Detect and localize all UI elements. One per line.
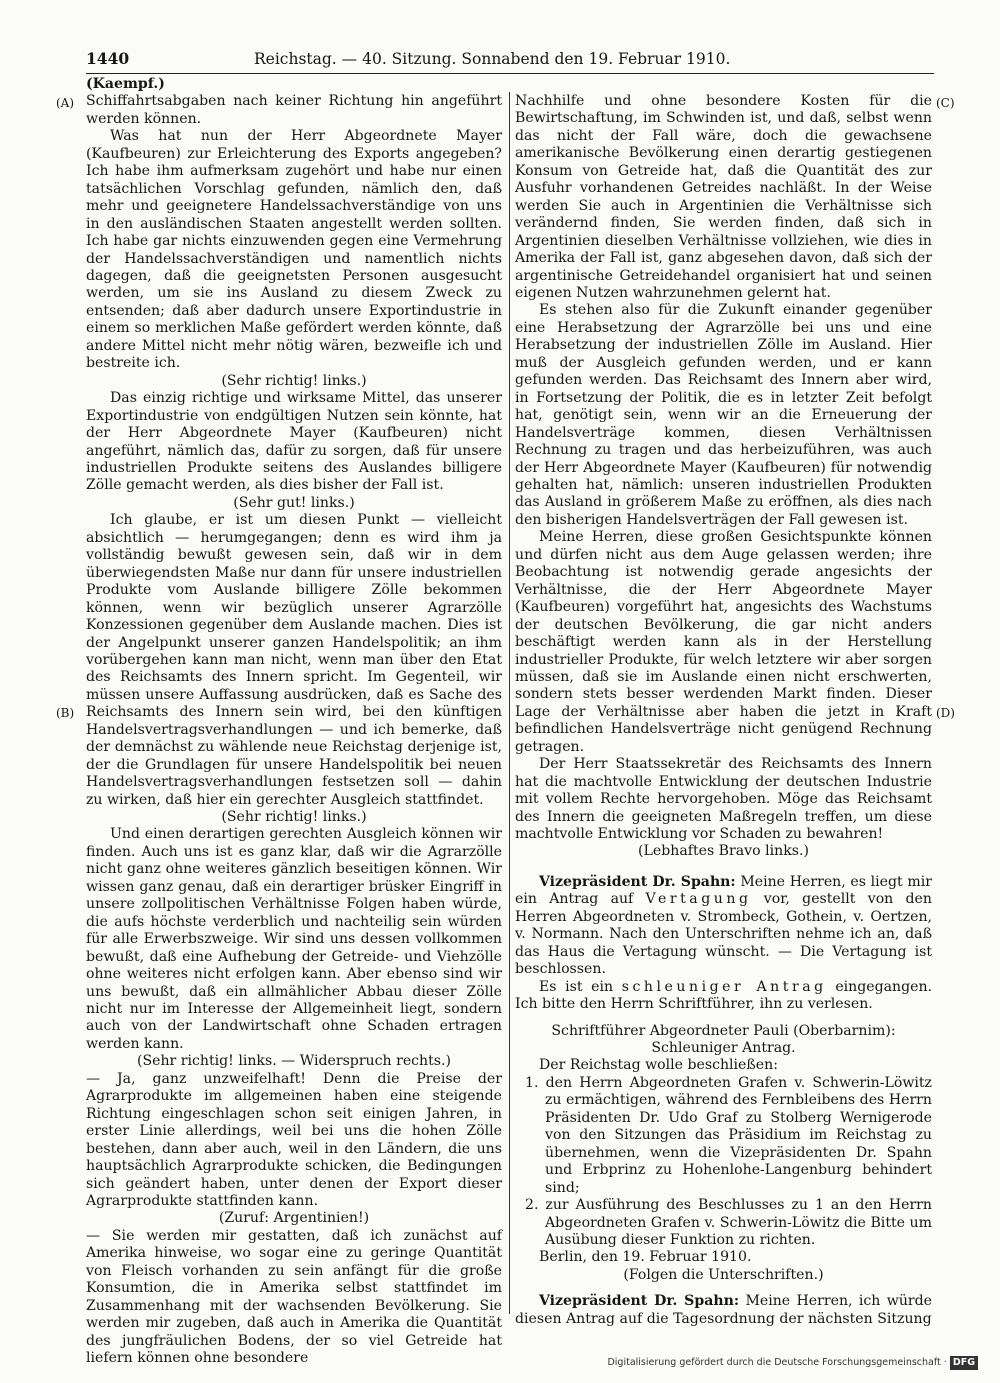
right-column [515,93,932,1328]
paragraph: Nachhilfe und ohne besondere Kosten für die Bewirtschaftung, im Schwinden ist, und daß, selbst wenn das nicht der Fall wäre, doch die gewachsene amerikanische Bevölkerung einen derartig gestiegenen Konsum von Getreide hat, daß die Quantität des zur Ausfuhr vorhandenen Getreides nachläßt. In der Weise werden Sie auch in Argentinien die Verhältnisse sich verändernd finden, Sie werden finden, daß sich in Argentinien dieselben Verhältnisse vollziehen, wie dies in Amerika der Fall ist, ganz abgesehen davon, daß sich der argentinische Getreidehandel organisiert hat und seinen eigenen Nutzen wahrzunehmen gelernt hat. [515,93,932,301]
speaker-name: Vizepräsident Dr. Spahn: [539,1293,740,1310]
header-rule [86,73,934,74]
paragraph: Und einen derartigen gerechten Ausgleich können wir finden. Auch uns ist es ganz klar, daß wir die Agrarzölle nicht ganz ohne weiteres gänzlich beseitigen können. Wir wissen ganz genau, daß ein derartiger brüsker Eingriff in unsere zollpolitischen Verhältnisse Folgen haben würde, die aufs höchste verderblich und nachteilig sein würden für alle Erwerbszweige. Wir sind uns dessen vollkommen bewußt, daß eine Aufhebung der Getreide- und Viehzölle ohne weiteres nicht erfolgen kann. Aber ebenso sind wir uns bewußt, daß ein allmählicher Abbau dieser Zölle nicht nur im Interesse der Allgemeinheit liegt, sondern auch von der Landwirtschaft ohne Schaden ertragen werden kann. [86,826,502,1052]
paragraph: — Sie werden mir gestatten, daß ich zunächst auf Amerika hinweise, wo sogar eine zu geringe Quantität von Fleisch vorhanden zu sein anfängt für die große Konsumtion, die in Amerika selbst stattfindet im Zusammenhang mit der wachsenden Bevölkerung. Sie werden mir zugeben, daß auch in Amerika die Quantität des jungfräulichen Bodens, der so viel Getreide hat liefern können ohne besondere [86,1227,502,1367]
section-gap [515,1014,932,1023]
page-number: 1440 [86,49,130,68]
margin-marker-d: (D) [936,706,955,720]
interjection: (Sehr richtig! links. — Widerspruch rechts.) [136,1053,452,1070]
paragraph: Es stehen also für die Zukunft einander gegenüber eine Herabsetzung der Agrarzölle bei uns und eine Herabsetzung der industriellen Zölle im Ausland. Hier muß der Ausgleich gefunden werden, und er kann gefunden werden. Das Reichsamt des Innern aber wird, in Fortsetzung der Politik, die es in letzter Zeit befolgt hat, genötigt sein, wenn wir an die Erneuerung der Handelsverträge kommen, diesen Verhältnissen Rechnung zu tragen und das herbeizuführen, was auch der Herr Abgeordnete Mayer (Kaufbeuren) für notwendig gehalten hat, nämlich: unseren industriellen Produkten das Ausland in größerem Maße zu eröffnen, als dies nach den bisherigen Handelsverträgen der Fall gewesen ist. [515,302,932,528]
emphasis: schleuniger Antrag [621,978,827,995]
signatures-note: (Folgen die Unterschriften.) [623,1266,824,1283]
date-line: Berlin, den 19. Februar 1910. [539,1249,752,1266]
paragraph: Ich glaube, er ist um diesen Punkt — vielleicht absichtlich — herumgegangen; denn es wird ihm ja vollständig bewußt gewesen sein, daß wir in dem überwiegendsten Maße nur dann für unsere industriellen Produkte vom Auslande billigere Zölle bekommen können, wenn wir bezüglich unserer Agrarzölle Konzessionen gegenüber dem Auslande machen. Dies ist der Angelpunkt unserer ganzen Handelspolitik; an ihm vorübergehen kann man nicht, wenn man über den Etat des Reichsamts des Innern spricht. Im Gegenteil, wir müssen unsere Auffassung ausdrücken, daß es Sache des Reichsamts des Innern sein wird, bei den künftigen Handelsvertragsverhandlungen — und ich bemerke, daß der demnächst zu wählende neue Reichstag derjenige ist, der die Grundlagen für unsere Handelspolitik bei neuen Handelsvertragsverhandlungen festsetzen soll — dahin zu wirken, daß hier ein gerechter Ausgleich stattfindet. [86,512,502,808]
antrag-item: 2. zur Ausführung des Beschlusses zu 1 an den Herrn Abgeordneten Grafen v. Schwerin-Löwitz die Bitte um Ausübung dieser Funktion zu richten. [525,1197,932,1248]
margin-marker-a: (A) [56,96,75,110]
column-divider [509,92,510,1314]
section-gap [515,1284,932,1293]
interjection: (Zuruf: Argentinien!) [218,1210,370,1227]
emphasis: Vertagung [645,891,752,908]
header-title: Reichstag. — 40. Sitzung. Sonnabend den 19. Februar 1910. [254,50,731,68]
antrag-intro: Der Reichstag wolle beschließen: [539,1057,778,1074]
speaker-name: Vizepräsident Dr. Spahn: [539,873,736,890]
paragraph: — Ja, ganz unzweifelhaft! Denn die Preise der Agrarprodukte im allgemeinen haben eine steigende Richtung eingeschlagen schon seit einigen Jahren, in erster Linie allerdings, weil bei uns die hohen Zölle bestehen, dann aber auch, weil in den Ländern, die uns hauptsächlich Agrarprodukte schicken, die Bedingungen sich geändert haben, unter denen der Export dieser Agrarprodukte stattfinden kann. [86,1070,502,1209]
schriftfuehrer-line: Schriftführer Abgeordneter Pauli (Oberbarnim): [551,1022,896,1039]
left-column [86,76,502,1368]
speech-vizepraesident: Vizepräsident Dr. Spahn: Meine Herren, ich würde diesen Antrag auf die Tagesordnung der nächsten Sitzung [515,1293,933,1327]
section-gap [515,861,932,874]
paragraph: Es ist ein schleuniger Antrag eingegangen. Ich bitte den Herrn Schriftführer, ihn zu verlesen. [515,978,933,1013]
interjection: (Sehr richtig! links.) [221,372,367,389]
speaker-tag: (Kaempf.) [86,76,165,92]
interjection: (Lebhaftes Bravo links.) [638,843,809,860]
running-header [86,46,932,72]
interjection: (Sehr richtig! links.) [221,809,367,826]
footer-text: Digitalisierung gefördert durch die Deutsche Forschungsgemeinschaft · [607,1357,947,1368]
funding-footer [607,1356,978,1370]
margin-marker-c: (C) [936,96,955,110]
paragraph: Meine Herren, diese großen Gesichtspunkte können und dürfen nicht aus dem Auge gelassen werden; ihre Beobachtung ist notwendig gerade angesichts der Verhältnisse, die der Herr Abgeordnete Mayer (Kaufbeuren) vorgeführt hat, angesichts des Wachstums der deutschen Bevölkerung, die gar nicht anders beschäftigt werden kann als in der Herstellung industrieller Produkte, für welch letztere wir aber sorgen müssen, daß sie im Auslande einen nicht erschwerten, sondern stets besser werdenden Markt finden. Dieser Lage der Verhältnisse aber haben die jetzt in Kraft befindlichen Handelsverträge nicht genügend Rechnung getragen. [515,529,932,755]
paragraph: Was hat nun der Herr Abgeordnete Mayer (Kaufbeuren) zur Erleichterung des Exports angegeben? Ich habe ihm aufmerksam zugehört und habe nur einen tatsächlichen Vorschlag gefunden, nämlich den, daß mehr und geeignetere Handelssachverständige von uns in den ausländischen Staaten angestellt werden sollten. Ich habe gar nichts einzuwenden gegen eine Vermehrung der Handelssachverständigen und namentlich nichts dagegen, daß die geeignetsten Personen ausgesucht werden, um sie ins Ausland zu diesem Zweck zu entsenden; daß aber dadurch unsere Exportindustrie in einem so merklichen Maße gefördert werden könnte, daß andere Mittel nicht mehr nötig wären, bezweifle ich und bestreite ich. [86,128,502,372]
paragraph: Das einzig richtige und wirksame Mittel, das unserer Exportindustrie von endgültigen Nutzen sein könnte, hat der Herr Abgeordnete Mayer (Kaufbeuren) nicht angeführt, nämlich das, dafür zu sorgen, daß für unsere industriellen Produkte seitens des Auslandes billigere Zölle gemacht werden, als dies bisher der Fall ist. [86,390,502,494]
dfg-logo: DFG [950,1356,978,1370]
paragraph: Schiffahrtsabgaben nach keiner Richtung hin angeführt werden können. [86,93,502,127]
interjection: (Sehr gut! links.) [233,494,355,511]
antrag-item: 1. den Herrn Abgeordneten Grafen v. Schwerin-Löwitz zu ermächtigen, während des Fernbleibens des Herrn Präsidenten Dr. Udo Graf zu Stolberg Wernigerode von den Sitzungen das Präsidium im Reichstag zu übernehmen, wenn die Vizepräsidenten Dr. Spahn und Erbprinz zu Hohenlohe-Langenburg behindert sind; [525,1074,932,1196]
speech-vizepraesident: Vizepräsident Dr. Spahn: Meine Herren, es liegt mir ein Antrag auf Vertagung vor, gestellt von den Herren Abgeordneten v. Strombeck, Gothein, v. Oertzen, v. Normann. Nach den Unterschriften nehme ich an, daß das Haus die Vertagung wünscht. — Die Vertagung ist beschlossen. [515,873,932,978]
margin-marker-b: (B) [56,706,75,720]
paragraph: Der Herr Staatssekretär des Reichsamts des Innern hat die machtvolle Entwicklung der deutschen Industrie mit vollem Rechte hervorgehoben. Möge das Reichsamt des Innern die geeigneten Maßregeln treffen, um diese machtvolle Entwicklung vor Schaden zu bewahren! [515,756,932,843]
antrag-title: Schleuniger Antrag. [651,1040,796,1057]
